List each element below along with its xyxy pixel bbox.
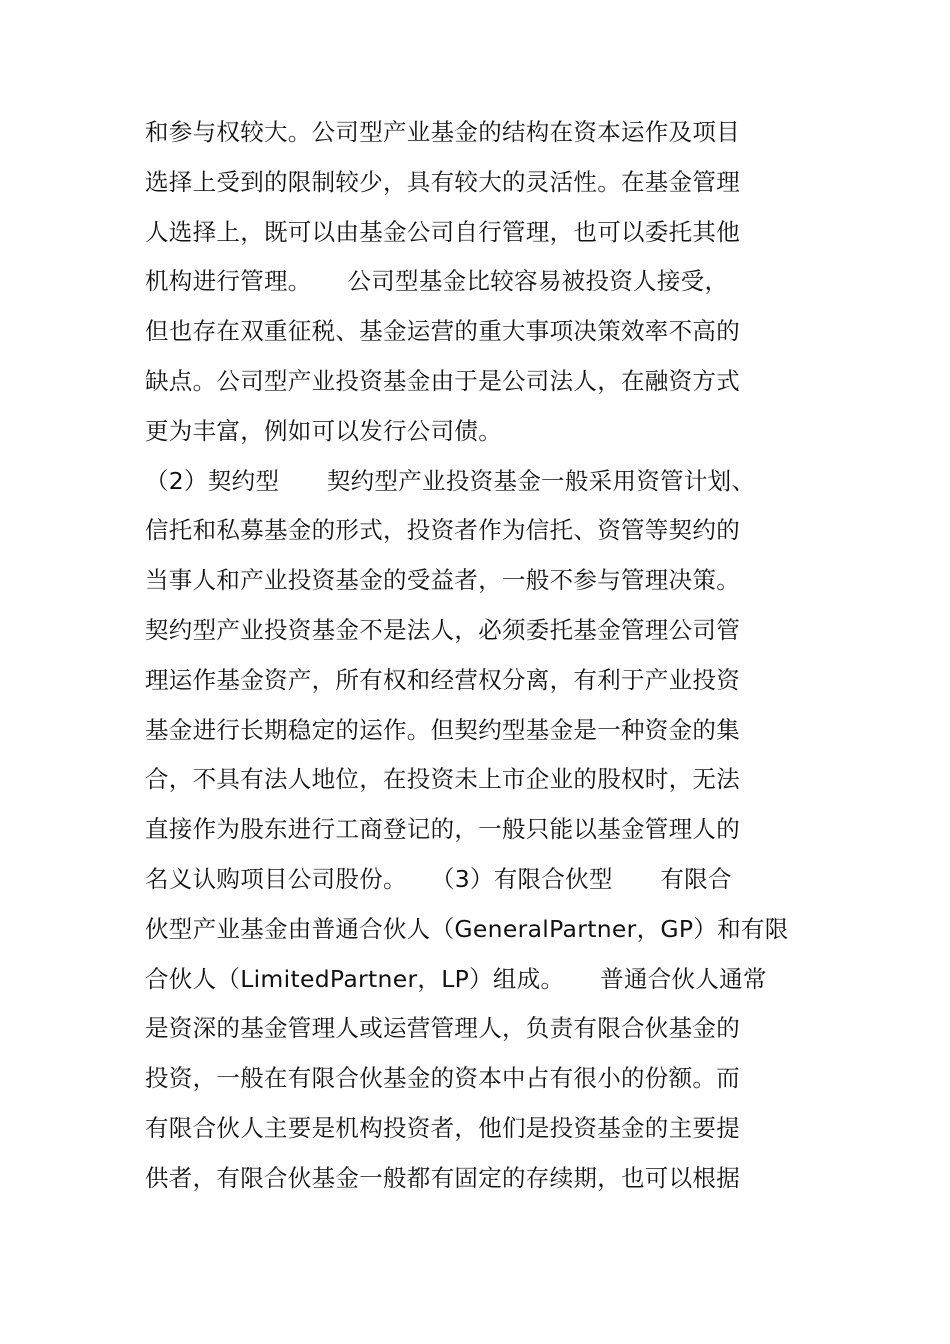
text-line-13: 基金进行长期稳定的运作。但契约型基金是一种资金的集 [145, 715, 740, 744]
text-line-3: 人选择上，既可以由基金公司自行管理，也可以委托其他 [145, 217, 740, 246]
text-line-6: 缺点。公司型产业投资基金由于是公司法人，在融资方式 [145, 366, 740, 395]
text-line-18: 合伙人（LimitedPartner，LP）组成。 普通合伙人通常 [145, 964, 767, 993]
document-body [145, 108, 815, 1204]
text-line-4: 机构进行管理。 公司型基金比较容易被投资人接受， [145, 267, 729, 296]
text-line-17: 伙型产业基金由普通合伙人（GeneralPartner，GP）和有限 [145, 914, 789, 943]
text-line-16: 名义认购项目公司股份。 （3）有限合伙型 有限合 [145, 864, 732, 893]
text-line-1: 和参与权较大。公司型产业基金的结构在资本运作及项目 [145, 118, 740, 146]
text-line-2: 选择上受到的限制较少，具有较大的灵活性。在基金管理 [145, 167, 740, 196]
text-line-10: 当事人和产业投资基金的受益者，一般不参与管理决策。 [145, 566, 740, 595]
text-line-9: 信托和私募基金的形式，投资者作为信托、资管等契约的 [145, 516, 740, 545]
text-line-7: 更为丰富，例如可以发行公司债。 [145, 416, 502, 445]
text-line-5: 但也存在双重征税、基金运营的重大事项决策效率不高的 [145, 317, 740, 346]
text-line-19: 是资深的基金管理人或运营管理人，负责有限合伙基金的 [145, 1014, 740, 1043]
text-line-21: 有限合伙人主要是机构投资者，他们是投资基金的主要提 [145, 1113, 740, 1142]
text-line-22: 供者，有限合伙基金一般都有固定的存续期，也可以根据 [145, 1163, 740, 1192]
text-line-20: 投资，一般在有限合伙基金的资本中占有很小的份额。而 [145, 1064, 740, 1093]
text-line-12: 理运作基金资产，所有权和经营权分离，有利于产业投资 [145, 665, 740, 694]
text-line-8: （2）契约型 契约型产业投资基金一般采用资管计划、 [145, 466, 756, 495]
text-line-11: 契约型产业投资基金不是法人，必须委托基金管理公司管 [145, 615, 740, 644]
text-line-14: 合，不具有法人地位，在投资未上市企业的股权时，无法 [145, 765, 740, 794]
text-line-15: 直接作为股东进行工商登记的，一般只能以基金管理人的 [145, 815, 740, 844]
